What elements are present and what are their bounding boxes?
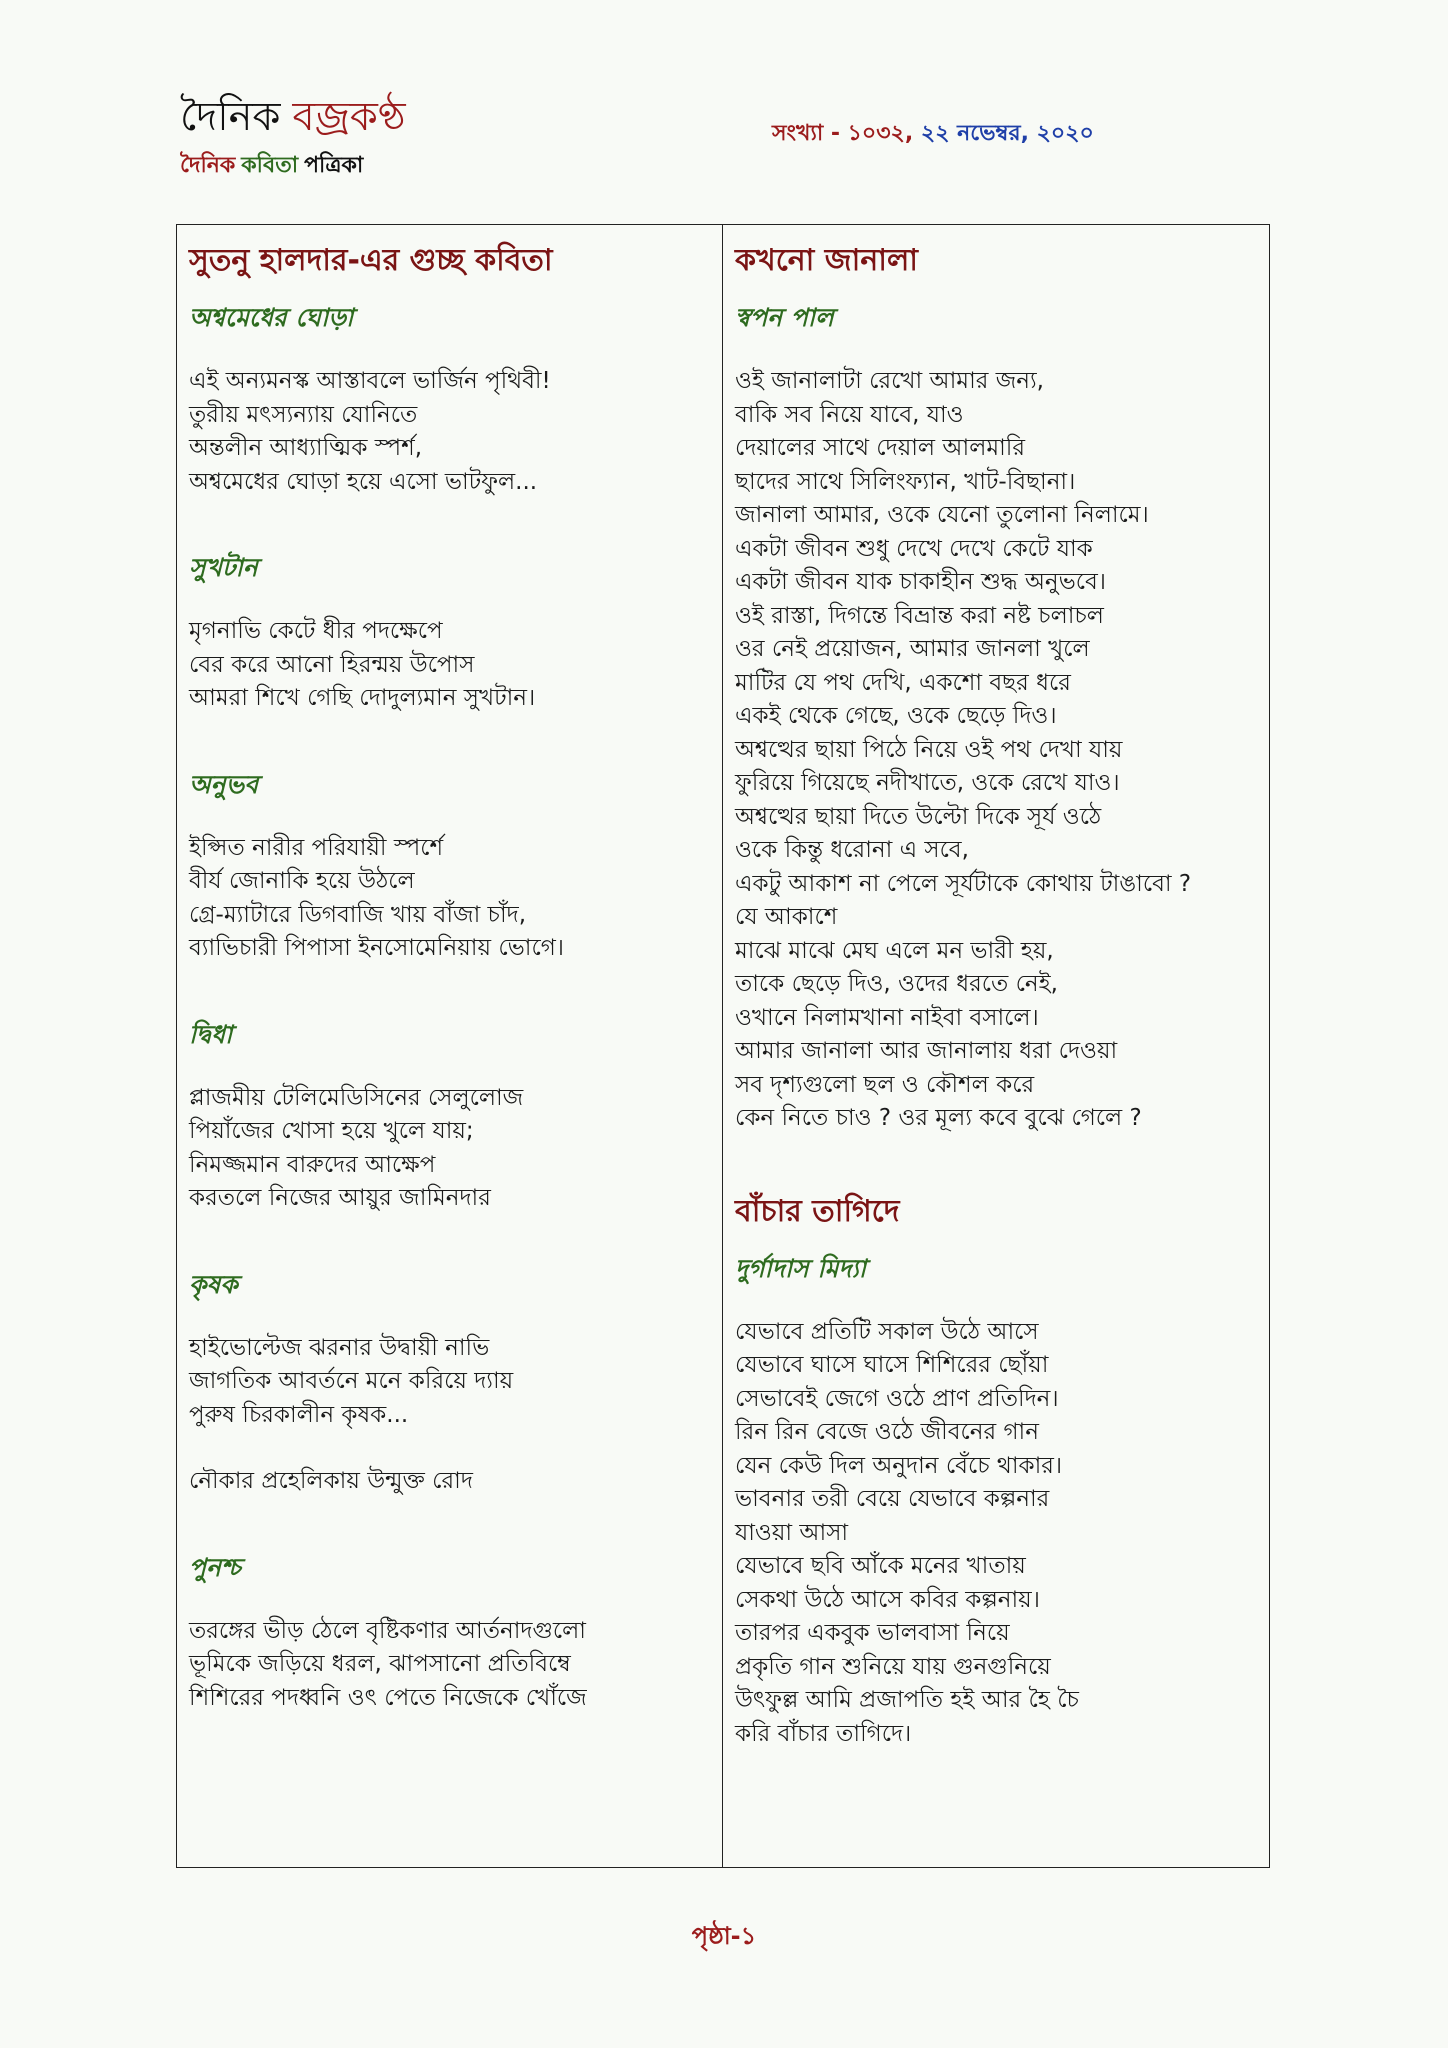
poem-line: ওই রাস্তা, দিগন্তে বিভ্রান্ত করা নষ্ট চলাচল	[735, 602, 1104, 629]
poem-line: ওই জানালাটা রেখো আমার জন্য,	[735, 368, 1044, 394]
poem-line: একই থেকে গেছে, ওকে ছেড়ে দিও।	[735, 703, 1057, 729]
stanza-gap	[189, 1432, 710, 1465]
poem-line: তরঙ্গের ভীড় ঠেলে বৃষ্টিকণার আর্তনাদগুলো	[189, 1617, 586, 1644]
poem-line: অশ্বত্থের ছায়া পিঠে নিয়ে ওই পথ দেখা যায়	[735, 736, 1123, 763]
poem-block	[735, 239, 1259, 1136]
poem-line: করি বাঁচার তাগিদে।	[735, 1720, 912, 1747]
poem-heading: কৃষক	[189, 1269, 238, 1299]
poem-lines	[735, 365, 1259, 1136]
collection-title: সুতনু হালদার-এর গুচ্ছ কবিতা	[189, 243, 553, 278]
poem-line: মাটির যে পথ দেখি, একশো বছর ধরে	[735, 669, 1071, 696]
poem-section	[189, 1551, 710, 1716]
tagline	[180, 148, 406, 185]
poem-line: যেভাবে ঘাসে ঘাসে শিশিরের ছোঁয়া	[735, 1352, 1049, 1378]
poem-lines	[189, 1082, 710, 1216]
poem-line: করতলে নিজের আয়ুর জামিনদার	[189, 1185, 491, 1211]
poem-line: মাঝে মাঝে মেঘ এলে মন ভারী হয়,	[735, 937, 1054, 964]
poem-heading: অনুভব	[189, 769, 259, 799]
poem-line: তারপর একবুক ভালবাসা নিয়ে	[735, 1620, 1010, 1646]
poem-line: একটু আকাশ না পেলে সূর্যটাকে কোথায় টাঙাবো ?	[735, 870, 1192, 897]
poem-line: আমরা শিখে গেছি দোদুল্যমান সুখটান।	[189, 685, 536, 711]
poem-lines	[735, 1316, 1259, 1752]
poem-lines	[189, 365, 710, 499]
poem-line: এই অন্যমনস্ক আস্তাবলে ভার্জিন পৃথিবী!	[189, 368, 551, 394]
poem-line: সেভাবেই জেগে ওঠে প্রাণ প্রতিদিন।	[735, 1385, 1059, 1412]
tagline-word-1: দৈনিক	[180, 153, 236, 178]
poem-line: ওর নেই প্রয়োজন, আমার জানলা খুলে	[735, 636, 1090, 662]
poem-line: ওকে কিন্তু ধরোনা এ সবে,	[735, 837, 969, 863]
poem-line: গ্রে-ম্যাটারে ডিগবাজি খায় বাঁজা চাঁদ,	[189, 901, 527, 928]
poem-line: তাকে ছেড়ে দিও, ওদের ধরতে নেই,	[735, 971, 1058, 997]
poem-line: ফুরিয়ে গিয়েছে নদীখাতে, ওকে রেখে যাও।	[735, 770, 1120, 796]
poem-line: সব দৃশ্যগুলো ছল ও কৌশল করে	[735, 1071, 1035, 1098]
poem-line: প্রকৃতি গান শুনিয়ে যায় গুনগুনিয়ে	[735, 1653, 1051, 1680]
poem-line: জাগতিক আবর্তনে মনে করিয়ে দ্যায়	[189, 1368, 514, 1394]
poem-line: বাকি সব নিয়ে যাবে, যাও	[735, 401, 964, 428]
poem-line: ব্যাভিচারী পিপাসা ইনসোমেনিয়ায় ভোগে।	[189, 935, 565, 961]
poem-line: যে আকাশে	[735, 904, 838, 930]
poem-line: ইপ্সিত নারীর পরিযায়ী স্পর্শে	[189, 834, 444, 861]
poem-heading: অশ্বমেধের ঘোড়া	[189, 303, 354, 332]
poem-line: যাওয়া আসা	[735, 1519, 849, 1546]
poem-line: নিমজ্জমান বারুদের আক্ষেপ	[189, 1151, 436, 1178]
poem-line: যেভাবে প্রতিটি সকাল উঠে আসে	[735, 1318, 1039, 1345]
issue-number: সংখ্যা - ১০৩২,	[772, 121, 914, 146]
poem-line: ভূমিকে জড়িয়ে ধরল, ঝাপসানো প্রতিবিম্বে	[189, 1651, 571, 1677]
logo-word-dainik: দৈনিক	[180, 94, 281, 140]
poem-line: সেকথা উঠে আসে কবির কল্পনায়।	[735, 1586, 1040, 1613]
poem-line: যেন কেউ দিল অনুদান বেঁচে থাকার।	[735, 1452, 1063, 1479]
poem-line: শিশিরের পদধ্বনি ওৎ পেতে নিজেকে খোঁজে	[189, 1684, 587, 1711]
logo-word-bajrakantha: বজ্রকণ্ঠ	[292, 94, 406, 140]
poem-line: দেয়ালের সাথে দেয়াল আলমারি	[735, 435, 1026, 461]
newspaper-logo	[180, 92, 406, 142]
poem-heading: দ্বিধা	[189, 1019, 233, 1049]
poem-line: আমার জানালা আর জানালায় ধরা দেওয়া	[735, 1038, 1118, 1064]
poem-line: তুরীয় মৎস্যন্যায় যোনিতে	[189, 401, 418, 428]
tagline-word-2: কবিতা	[241, 153, 299, 178]
poem-line: হাইভোল্টেজ ঝরনার উদ্বায়ী নাভি	[189, 1334, 490, 1361]
poem-lines	[189, 1615, 710, 1716]
poem-line: নৌকার প্রহেলিকায় উন্মুক্ত রোদ	[189, 1468, 473, 1494]
poem-line: ভাবনার তরী বেয়ে যেভাবে কল্পনার	[735, 1486, 1050, 1512]
tagline-word-3: পত্রিকা	[304, 153, 364, 178]
left-column	[177, 225, 722, 1867]
poem-line: যেভাবে ছবি আঁকে মনের খাতায়	[735, 1553, 1026, 1579]
poem-section	[189, 1018, 710, 1216]
issue-date: ২২ নভেম্বর, ২০২০	[920, 121, 1094, 146]
poem-section	[189, 301, 710, 499]
poem-line: জানালা আমার, ওকে যেনো তুলোনা নিলামে।	[735, 502, 1149, 528]
poem-line: উৎফুল্ল আমি প্রজাপতি হই আর হৈ চৈ	[735, 1687, 1079, 1713]
poem-lines	[189, 615, 710, 716]
poet-name: দুর্গাদাস মিদ্যা	[735, 1253, 867, 1283]
right-column	[723, 225, 1271, 1867]
masthead	[180, 92, 406, 185]
poem-line: মৃগনাভি কেটে ধীর পদক্ষেপে	[189, 618, 443, 644]
poem-line: কেন নিতে চাও ? ওর মূল্য কবে বুঝে গেলে ?	[735, 1105, 1142, 1131]
poem-line: পিয়াঁজের খোসা হয়ে খুলে যায়;	[189, 1118, 474, 1144]
poem-section	[189, 1268, 710, 1499]
poem-line: একটা জীবন শুধু দেখে দেখে কেটে যাক	[735, 535, 1093, 562]
poem-line: রিন রিন বেজে ওঠে জীবনের গান	[735, 1419, 1039, 1445]
poem-line: অন্তলীন আধ্যাত্মিক স্পর্শ,	[189, 435, 423, 461]
poem-section	[189, 551, 710, 716]
poem-line: অশ্বমেধের ঘোড়া হয়ে এসো ভাটফুল...	[189, 468, 538, 495]
content-frame	[176, 224, 1270, 1868]
page-number: পৃষ্ঠা-১	[691, 1922, 757, 1950]
poem-lines	[189, 832, 710, 966]
poem-lines	[189, 1332, 710, 1499]
poem-title: বাঁচার তাগিদে	[735, 1193, 900, 1229]
poet-name: স্বপন পাল	[735, 303, 834, 332]
poem-heading: সুখটান	[189, 553, 258, 582]
poem-line: বের করে আনো হিরন্ময় উপোস	[189, 651, 475, 678]
poem-section	[189, 768, 710, 966]
poem-line: প্লাজমীয় টেলিমেডিসিনের সেলুলোজ	[189, 1084, 524, 1111]
poem-line: ওখানে নিলামখানা নাইবা বসালে।	[735, 1004, 1039, 1031]
poem-line: একটা জীবন যাক চাকাহীন শুদ্ধ অনুভবে।	[735, 569, 1106, 595]
poem-heading: পুনশ্চ	[189, 1552, 241, 1582]
poem-line: পুরুষ চিরকালীন কৃষক...	[189, 1401, 409, 1428]
poem-block	[735, 1190, 1259, 1752]
issue-info	[772, 116, 1094, 153]
poem-line: অশ্বত্থের ছায়া দিতে উল্টো দিকে সূর্য ওঠে	[735, 803, 1102, 830]
poem-title: কখনো জানালা	[735, 243, 918, 278]
poem-line: বীর্য জোনাকি হয়ে উঠলে	[189, 868, 415, 894]
poem-line: ছাদের সাথে সিলিংফ্যান, খাট-বিছানা।	[735, 468, 1076, 495]
